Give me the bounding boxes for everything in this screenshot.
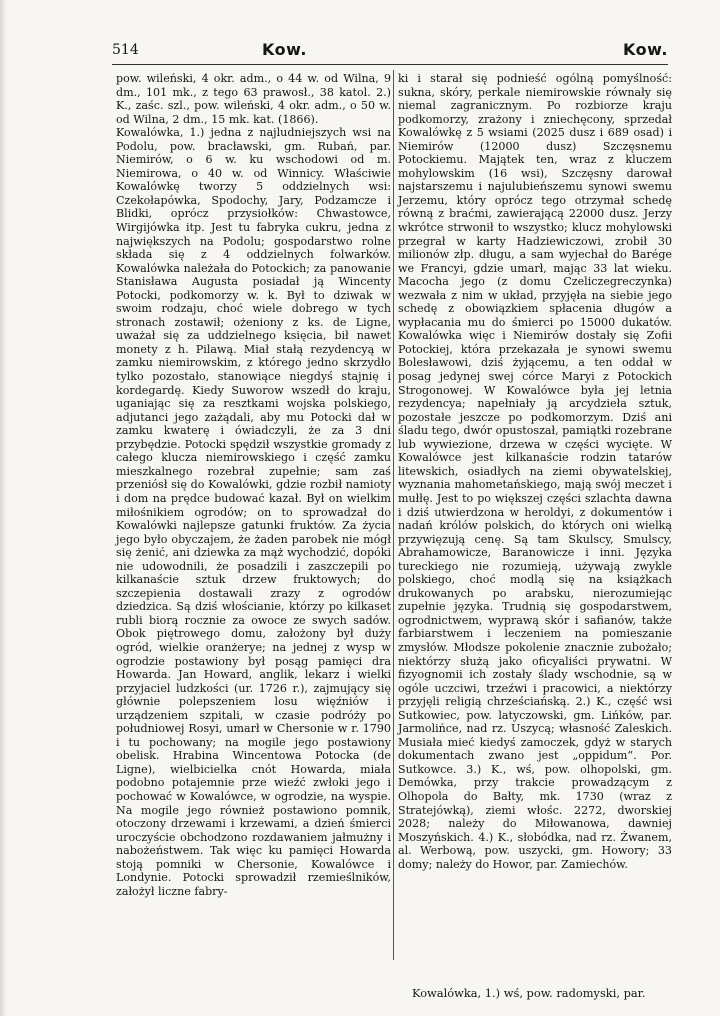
column-divider — [393, 70, 394, 960]
left-column — [116, 72, 391, 898]
left-running-head: Kow. — [262, 40, 307, 59]
header-rule — [112, 64, 668, 65]
left-paragraph-1: pow. wileński, 4 okr. adm., o 44 w. od Wilna, 9 dm., 101 mk., z tego 63 prawosł., 38 katol. 2.) K., zaśc. szl., pow. wileński, 4 okr. adm., o 50 w. od Wilna, 2 dm., 15 mk. kat. (1866). — [116, 72, 391, 126]
final-entry: Kowalówka, 1.) wś, pow. radomyski, par. — [412, 986, 646, 1000]
page-number: 514 — [112, 42, 139, 58]
page-edge-shadow — [0, 0, 6, 1016]
right-column — [398, 72, 672, 871]
left-paragraph-2: Kowalówka, 1.) jedna z najludniejszych wsi na Podolu, pow. bracławski, gm. Rubań, par. Niemirów, o 6 w. ku wschodowi od m. Niemirowa, o 40 w. od Winnicy. Właściwie Kowalówkę tworzy 5 oddzielnych wsi: Czekołapówka, Spodochy, Jary, Podzamcze i Blidki, oprócz przysiołków: Chwastowce, Wirgijówka itp. Jest tu fabryka cukru, jedna z największych na Podolu; gospodarstwo rolne składa się z 4 oddzielnych folwarków. Kowalówka należała do Potockich; za panowanie Stanisława Augusta posiadał ją Wincenty Potocki, podkomorzy w. k. Był to dziwak w swoim rodzaju, choć wiele dobrego w tych stronach zostawił; ożeniony z ks. de Ligne, uważał się za uddzielnego księcia, bił nawet monety z h. Pilawą. Miał stałą rezydencyą w zamku niemirowskim, z którego jedno skrzydło tylko pozostało, stanowiące niegdyś stajnię i kordegardę. Kiedy Suworow wszedł do kraju, uganiając się za resztkami wojska polskiego, adjutanci jego zażądali, aby mu Potocki dał w zamku kwaterę i ówiadczyli, że za 3 dni przybędzie. Potocki spędził wszystkie gromady z całego klucza niemirowskiego i część zamku mieszkalnego rozebrał zupełnie; sam zaś przeniósł się do Kowalówki, gdzie rozbił namioty i dom na prędce budować kazał. Był on wielkim miłośnikiem ogrodów; on to sprowadzał do Kowalówki najlepsze gatunki fruktów. Za życia jego było obyczajem, że żaden parobek nie mógł się żenić, ani dziewka za mąż wychodzić, dopóki nie udowodnili, że posadzili i zaszczepili po kilkanaście sztuk drzew fruktowych; do szczepienia dostawali zrazy z ogrodów dziedzica. Są dziś włościanie, którzy po kilkaset rubli biorą rocznie za owoce ze swych sadów. Obok piętrowego domu, założony był duży ogród, wielkie oranżerye; na jednej z wysp w ogrodzie postawiony był posąg pamięci dra Howarda. Jan Howard, anglik, lekarz i wielki przyjaciel ludzkości (ur. 1726 r.), zajmujący się głównie polepszeniem losu więźniów i urządzeniem szpitali, w czasie podróży po południowej Rosyi, umarł w Chersonie w r. 1790 i tu pochowany; na mogile jego postawiony obelisk. Hrabina Wincentowa Potocka (de Ligne), wielbicielka cnót Howarda, miała podobno potajemnie prze wieźć zwłoki jego i pochować w Kowalówce, w ogrodzie, na wyspie. Na mogile jego również postawiono pomnik, otoczony drzewami i krzewami, a dzień śmierci uroczyście obchodzono rozdawaniem jałmużny i nabożeństwem. Tak więc ku pamięci Howarda stoją pomniki w Chersonie, Kowalówce i Londynie. Potocki sprowadził rzemieślników, założył liczne fabry- — [116, 126, 391, 898]
right-paragraph-1: ki i starał się podnieść ogólną pomyślność: sukna, skóry, perkale niemirowskie równały się niemal zagranicznym. Po rozbiorze kraju podkomorzy, zrażony i zniechęcony, sprzedał Kowalówkę z 5 wsiami (2025 dusz i 689 osad) i Niemirów (12000 dusz) Szczęsnemu Potockiemu. Majątek ten, wraz z kluczem mohylowskim (16 wsi), Szczęsny darował najstarszemu i najulubieńszemu synowi swemu Jerzemu, który oprócz tego otrzymał schedę równą z braćmi, zawierającą 22000 dusz. Jerzy wkrótce strwonił to wszystko; klucz mohylowski przegrał w karty Hadziewiczowi, zrobił 30 milionów złp. długu, a sam wyjechał do Barége we Francyi, gdzie umarł, mając 33 lat wieku. Macocha jego (z domu Czeliczegreczynka) wezwała z nim w układ, przyjęła na siebie jego schedę z obowiązkiem spłacenia długów a wypłacania mu do śmierci po 15000 dukatów. Kowalówka więc i Niemirów dostały się Zofii Potockiej, która przekazała je synowi swemu Bolesławowi, dziś żyjącemu, a ten oddał w posag jedynej swej córce Maryi z Potockich Strogonowej. W Kowalówce była jej letnia rezydencya; napełniały ją arcydzieła sztuk, pozostałe jeszcze po podkomorzym. Dziś ani śladu tego, dwór opustoszał, pamiątki rozebrane lub wywiezione, drzewa w części wycięte. W Kowalówce jest kilkanaście rodzin tatarów litewskich, osiadłych na ziemi obywatelskiej, wyznania mahometańskiego, mają swój meczet i mułłę. Jest to po większej części szlachta dawna i dziś utwierdzona w heroldyi, z dokumentów i nadań królów polskich, do których oni wielką przywięzują cenę. Są tam Skulscy, Smulscy, Abrahamowicze, Baranowicze i inni. Języka tureckiego nie rozumieją, używają zwykle polskiego, choć modlą się na książkach drukowanych po arabsku, nierozumiejąc zupełnie języka. Trudnią się gospodarstwem, ogrodnictwem, wyprawą skór i safianów, także farbiarstwem i leczeniem na pomieszanie zmysłów. Młodsze pokolenie znacznie zubożało; niektórzy służą jako oficyaliści prywatni. W fizyognomii ich zostały ślady wschodnie, są w ogóle uczciwi, trzeźwi i pracowici, a niektórzy przyjęli religią chrześciańską. 2.) K., część wsi Sutkowiec, pow. latyczowski, gm. Lińków, par. Jarmolińce, nad rz. Uszycą; własność Zaleskich. Musiała mieć kiedyś zamoczek, gdyż w starych dokumentach zwano jest „oppidum“. Por. Sutkowce. 3.) K., wś, pow. olhopolski, gm. Demówka, przy trakcie prowadzącym z Olhopola do Bałty, mk. 1730 (wraz z Stratejówką), ziemi włośc. 2272, dworskiej 2028; należy do Miłowanowa, dawniej Moszyńskich. 4.) K., słobódka, nad rz. Żwanem, al. Werbową, pow. uszycki, gm. Howory; 33 domy; należy do Howor, par. Zamiechów. — [398, 72, 672, 871]
running-header — [112, 40, 668, 62]
right-running-head: Kow. — [623, 40, 668, 59]
